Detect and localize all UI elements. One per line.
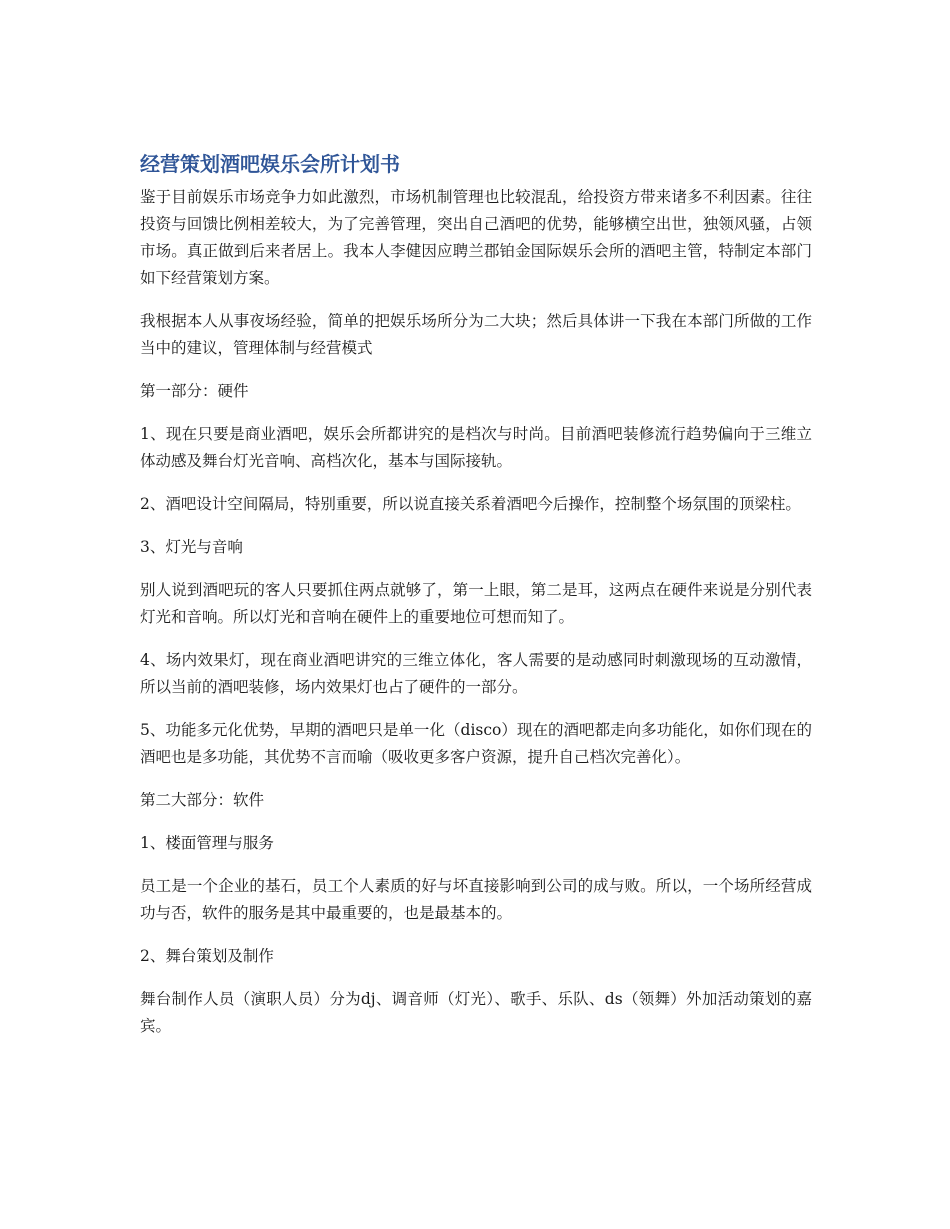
paragraph-software-1-body: 员工是一个企业的基石，员工个人素质的好与坏直接影响到公司的成与败。所以，一个场所经营成功与否，软件的服务是其中最重要的，也是最基本的。 [140,877,812,922]
paragraph-intro: 鉴于目前娱乐市场竞争力如此激烈，市场机制管理也比较混乱，给投资方带来诸多不利因素。往往投资与回馈比例相差较大，为了完善管理，突出自己酒吧的优势，能够横空出世，独领风骚，占领市场。真正做到后来者居上。我本人李健因应聘兰郡铂金国际娱乐会所的酒吧主管，特制定本部门如下经营策划方案。 [140,188,812,287]
paragraph-software-1-heading: 1、楼面管理与服务 [140,834,274,852]
document-page [140,150,812,1056]
section-heading-hardware: 第一部分：硬件 [140,382,249,400]
paragraph-hardware-4: 4、场内效果灯，现在商业酒吧讲究的三维立体化，客人需要的是动感同时刺激现场的互动激情，所以当前的酒吧装修，场内效果灯也占了硬件的一部分。 [140,651,812,696]
paragraph-software-2-body: 舞台制作人员（演职人员）分为dj、调音师（灯光）、歌手、乐队、ds（领舞）外加活动策划的嘉宾。 [140,990,812,1035]
document-title: 经营策划酒吧娱乐会所计划书 [140,152,400,176]
paragraph-hardware-5: 5、功能多元化优势，早期的酒吧只是单一化（disco）现在的酒吧都走向多功能化，如你们现在的酒吧也是多功能，其优势不言而喻（吸收更多客户资源，提升自己档次完善化）。 [140,721,812,766]
paragraph-hardware-1: 1、现在只要是商业酒吧，娱乐会所都讲究的是档次与时尚。目前酒吧装修流行趋势偏向于三维立体动感及舞台灯光音响、高档次化，基本与国际接轨。 [140,425,812,470]
section-heading-software: 第二大部分：软件 [140,791,265,809]
paragraph-hardware-2: 2、酒吧设计空间隔局，特别重要，所以说直接关系着酒吧今后操作，控制整个场氛围的顶梁柱。 [140,495,801,513]
paragraph-overview: 我根据本人从事夜场经验，简单的把娱乐场所分为二大块；然后具体讲一下我在本部门所做的工作当中的建议，管理体制与经营模式 [140,312,812,357]
paragraph-software-2-heading: 2、舞台策划及制作 [140,947,274,965]
paragraph-hardware-3-body: 别人说到酒吧玩的客人只要抓住两点就够了，第一上眼，第二是耳，这两点在硬件来说是分别代表灯光和音响。所以灯光和音响在硬件上的重要地位可想而知了。 [140,581,812,626]
paragraph-hardware-3-heading: 3、灯光与音响 [140,538,243,556]
